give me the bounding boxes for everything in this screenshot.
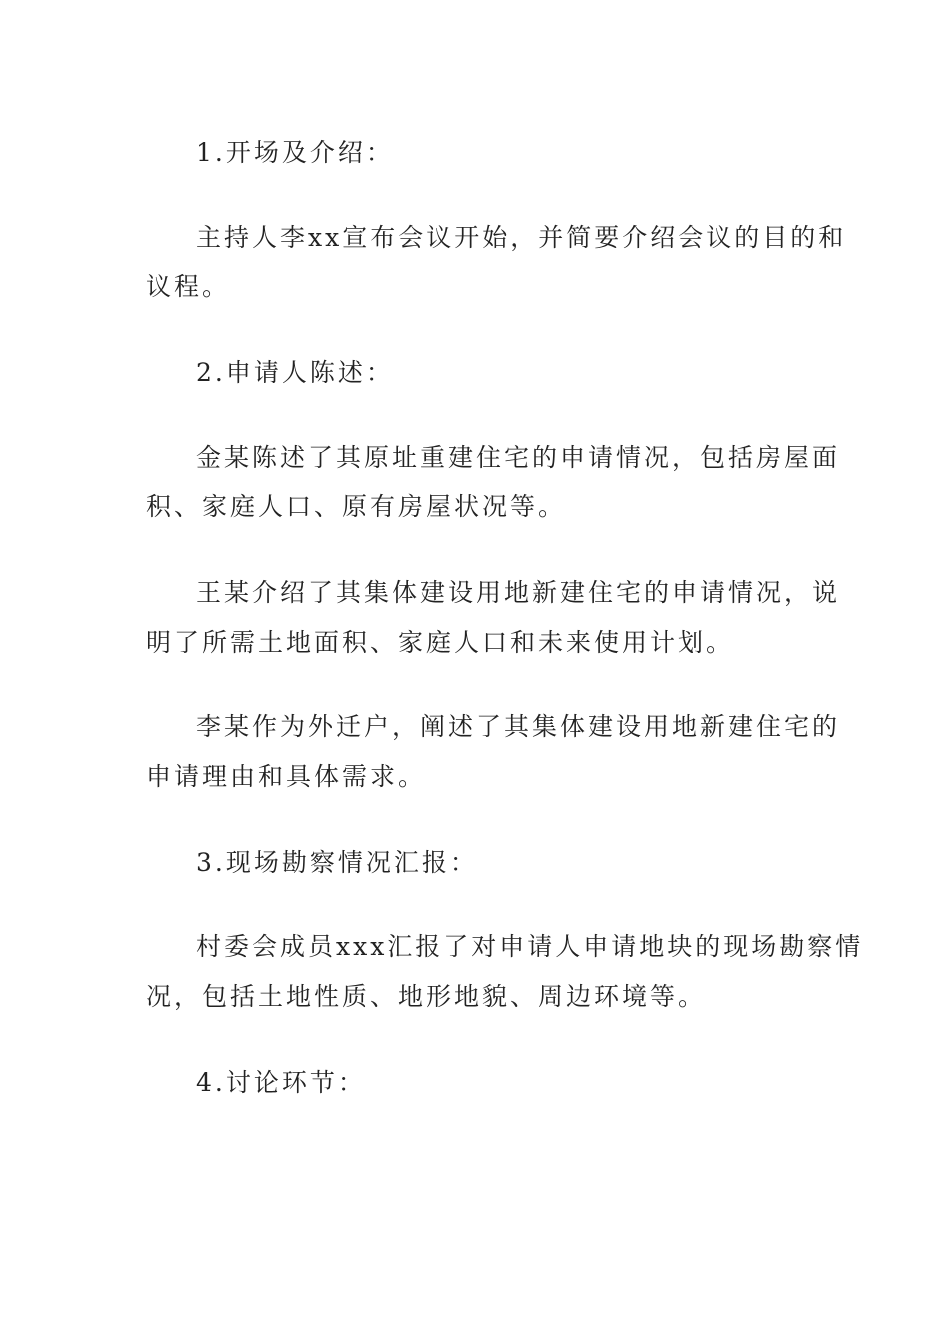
paragraph-jin-line-1: 金某陈述了其原址重建住宅的申请情况，包括房屋面: [196, 443, 841, 472]
paragraph-opening-line-1: 主持人李xx宣布会议开始，并简要介绍会议的目的和: [196, 223, 847, 252]
section-heading-applicant-statement: 2.申请人陈述：: [196, 358, 394, 387]
paragraph-jin-line-2: 积、家庭人口、原有房屋状况等。: [146, 492, 567, 521]
paragraph-opening-line-2: 议程。: [146, 272, 231, 301]
section-heading-opening: 1.开场及介绍：: [196, 138, 394, 167]
paragraph-survey-line-1: 村委会成员xxx汇报了对申请人申请地块的现场勘察情: [196, 932, 864, 961]
paragraph-survey-line-2: 况，包括土地性质、地形地貌、周边环境等。: [146, 982, 707, 1011]
paragraph-wang-line-1: 王某介绍了其集体建设用地新建住宅的申请情况，说: [196, 578, 841, 607]
section-heading-discussion: 4.讨论环节：: [196, 1068, 366, 1097]
paragraph-li-line-1: 李某作为外迁户，阐述了其集体建设用地新建住宅的: [196, 712, 841, 741]
paragraph-li-line-2: 申请理由和具体需求。: [146, 762, 427, 791]
section-heading-site-survey: 3.现场勘察情况汇报：: [196, 848, 478, 877]
paragraph-wang-line-2: 明了所需土地面积、家庭人口和未来使用计划。: [146, 628, 735, 657]
